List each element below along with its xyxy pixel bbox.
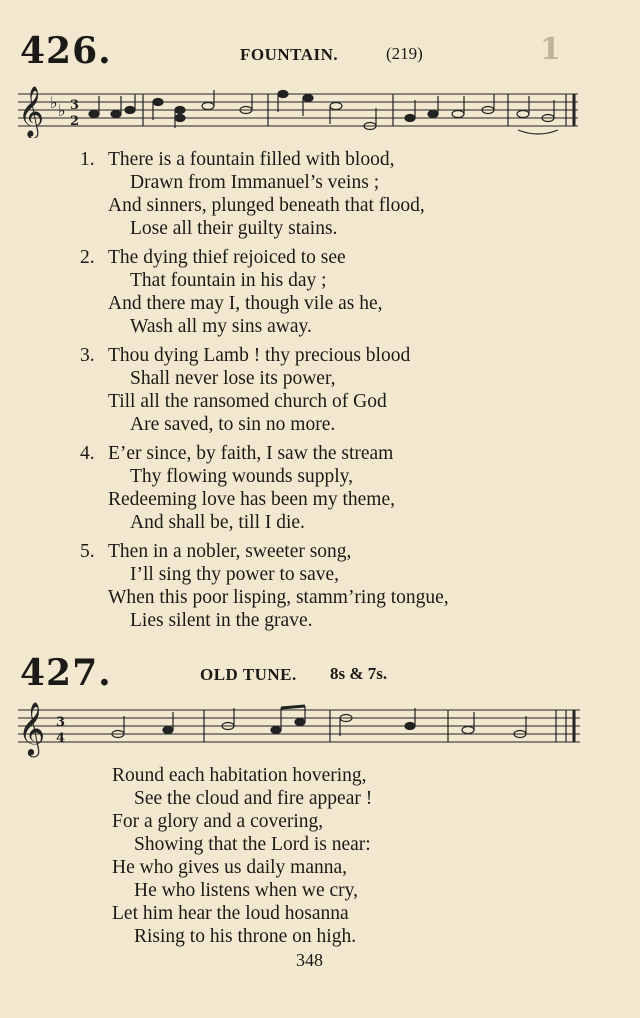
hymn-427-number: 427.	[20, 652, 112, 694]
hymn-426-title: FOUNTAIN.	[240, 45, 339, 64]
stanza-line-text: And sinners, plunged beneath that flood,	[108, 195, 425, 216]
stanza-line-text: Till all the ransomed church of God	[108, 391, 387, 412]
stanza-line	[80, 194, 425, 217]
svg-text:𝄞: 𝄞	[18, 86, 45, 137]
stanza-line-text: Drawn from Immanuel’s veins ;	[130, 172, 380, 193]
hymn-426-stanza-1	[80, 148, 425, 240]
verse-line: He who gives us daily manna,	[112, 857, 348, 878]
hymn-427-verse	[112, 764, 372, 948]
hymn-427-music-staff	[18, 700, 583, 760]
stanza-number: 2.	[80, 247, 95, 268]
stanza-line	[80, 586, 449, 609]
verse-line: Let him hear the loud hosanna	[112, 903, 349, 924]
stanza-line-text: Lose all their guilty stains.	[130, 218, 338, 239]
hymn-426-tune-ref: (219)	[386, 44, 423, 63]
hymn-427-tune-ref: 8s & 7s.	[330, 664, 388, 683]
stanza-line-text: When this poor lisping, stamm’ring tongue,	[108, 587, 449, 608]
svg-text:♭: ♭	[50, 93, 58, 112]
stanza-line	[80, 269, 383, 292]
verse-line: For a glory and a covering,	[112, 811, 324, 832]
stanza-line	[80, 217, 425, 240]
svg-text:4: 4	[56, 731, 66, 746]
stanza-line	[80, 246, 383, 269]
hymn-426-number: 426.	[20, 30, 112, 72]
svg-text:♭: ♭	[58, 101, 66, 120]
svg-text:3: 3	[70, 98, 80, 113]
stanza-number: 3.	[80, 345, 95, 366]
hymn-426-stanza-5	[80, 540, 449, 632]
stanza-line-text: Thy flowing wounds supply,	[130, 466, 353, 487]
stanza-line	[80, 171, 425, 194]
stanza-line	[80, 540, 449, 563]
stanza-line-text: Are saved, to sin no more.	[130, 414, 336, 435]
verse-line: Rising to his throne on high.	[134, 926, 357, 947]
verse-line: See the cloud and fire appear !	[134, 788, 373, 809]
stanza-line	[80, 390, 410, 413]
verse-line: He who listens when we cry,	[134, 880, 359, 901]
stanza-number: 1.	[80, 149, 95, 170]
stanza-line-text: And shall be, till I die.	[130, 512, 305, 533]
stanza-line	[80, 609, 449, 632]
hymn-427-title: OLD TUNE.	[200, 665, 297, 684]
page-number: 348	[296, 950, 323, 970]
hymn-426-stanza-2	[80, 246, 383, 338]
stanza-line-text: That fountain in his day ;	[130, 270, 327, 291]
stanza-line	[80, 315, 383, 338]
stanza-line-text: I’ll sing thy power to save,	[130, 564, 340, 585]
stanza-line-text: Shall never lose its power,	[130, 368, 336, 389]
stanza-line-text: E’er since, by faith, I saw the stream	[108, 443, 394, 464]
stanza-line	[80, 367, 410, 390]
hymn-426-music-staff	[18, 86, 583, 138]
verse-line: Showing that the Lord is near:	[134, 834, 371, 855]
stanza-line	[80, 413, 410, 436]
stanza-line	[80, 511, 395, 534]
stanza-line-text: There is a fountain filled with blood,	[108, 149, 395, 170]
stanza-line-text: Redeeming love has been my theme,	[108, 489, 395, 510]
svg-text:𝄞: 𝄞	[18, 701, 46, 755]
stanza-line-text: The dying thief rejoiced to see	[108, 247, 346, 268]
stanza-line	[80, 465, 395, 488]
stanza-line	[80, 488, 395, 511]
hymn-426-stanza-3	[80, 344, 410, 436]
stanza-line	[80, 442, 395, 465]
stanza-line-text: Lies silent in the grave.	[130, 610, 313, 631]
stanza-number: 5.	[80, 541, 95, 562]
stanza-line-text: And there may I, though vile as he,	[108, 293, 383, 314]
stanza-line	[80, 563, 449, 586]
stanza-line	[80, 292, 383, 315]
stanza-line-text: Thou dying Lamb ! thy precious blood	[108, 345, 411, 366]
verse-line: Round each habitation hovering,	[112, 765, 367, 786]
faded-page-mark: 1	[540, 32, 561, 67]
stanza-number: 4.	[80, 443, 95, 464]
stanza-line	[80, 148, 425, 171]
hymn-426-stanza-4	[80, 442, 395, 534]
stanza-line-text: Wash all my sins away.	[130, 316, 312, 337]
svg-text:3: 3	[56, 715, 66, 730]
stanza-line	[80, 344, 410, 367]
stanza-line-text: Then in a nobler, sweeter song,	[108, 541, 352, 562]
svg-text:2: 2	[70, 114, 80, 129]
